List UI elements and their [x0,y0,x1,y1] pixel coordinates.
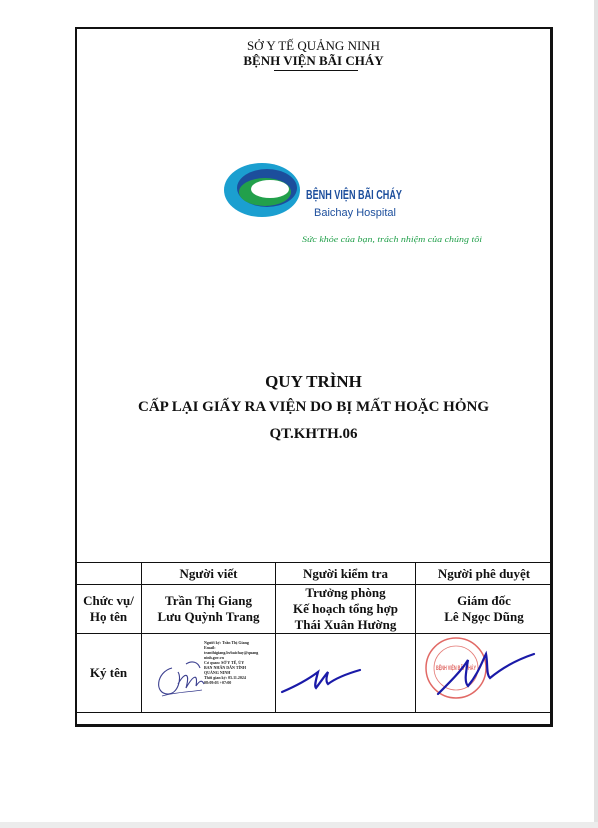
position-label [76,585,142,634]
document-title: CẤP LẠI GIẤY RA VIỆN DO BỊ MẤT HOẶC HỎNG [137,399,489,415]
esign-line: tranthigiang.bvbaichay@quang [204,650,259,655]
document-type: QUY TRÌNH [265,372,362,391]
checker-title: Trưởng phòng [305,585,386,600]
esign-line: Người ký: Trần Thị Giang [204,640,249,645]
writer-signature-cell [142,634,276,713]
sign-label: Ký tên [76,634,142,713]
header-checker: Người kiểm tra [276,563,416,585]
position-label-line: Chức vụ/ [83,593,134,608]
logo-slogan: Sức khỏe của bạn, trách nhiệm của chúng tôi [302,235,482,244]
esign-line: Email: [204,645,216,650]
stamp-text: BỆNH VIỆN BÃI CHÁY [436,666,500,672]
header-approver: Người phê duyệt [416,563,553,585]
page-edge-bottom [0,822,598,828]
header-underline [274,70,358,71]
logo-name-en: Baichay Hospital [314,207,396,219]
checker-name: Thái Xuân Hường [294,617,397,632]
writer-name: Lưu Quỳnh Trang [157,609,260,624]
checker-info [276,585,416,634]
esign-line: Cơ quan: SỞ Y TẾ, ỦY [204,660,245,665]
esign-line: 08:09:03 +07:00 [204,680,232,685]
logo-name-vi: BỆNH VIỆN BÃI CHÁY [306,187,403,202]
writer-names [142,585,276,634]
approver-signature-stamp-icon [416,634,553,712]
table-row [76,563,553,585]
checker-department: Kế hoạch tổng hợp [292,601,399,616]
esign-line: Thời gian ký: 05.11.2024 [204,675,246,680]
checker-signature-cell [276,634,416,713]
esign-line: ninh.gov.vn [204,655,224,660]
department-name: SỞ Y TẾ QUẢNG NINH [246,38,381,53]
approver-info [416,585,553,634]
writer-name: Trần Thị Giang [165,593,252,608]
esign-line: QUẢNG NINH [204,670,231,675]
approver-title: Giám đốc [457,593,511,608]
approver-name: Lê Ngọc Dũng [444,609,524,624]
hospital-logo-icon [222,157,482,252]
page-edge-right [594,0,598,828]
header-empty [76,563,142,585]
esign-line: BAN NHÂN DÂN TỈNH [204,665,247,670]
approver-signature-cell [416,634,553,713]
document-code: QT.KHTH.06 [269,426,358,442]
hospital-logo [222,157,482,252]
table-row [76,634,553,713]
table-row [76,585,553,634]
header-writer: Người viết [142,563,276,585]
checker-signature-icon [276,634,416,712]
document-frame [75,27,553,727]
digital-signature-info [204,640,270,685]
signature-table [75,562,553,713]
position-label-line: Họ tên [89,609,128,624]
hospital-name: BỆNH VIỆN BÃI CHÁY [243,53,384,68]
